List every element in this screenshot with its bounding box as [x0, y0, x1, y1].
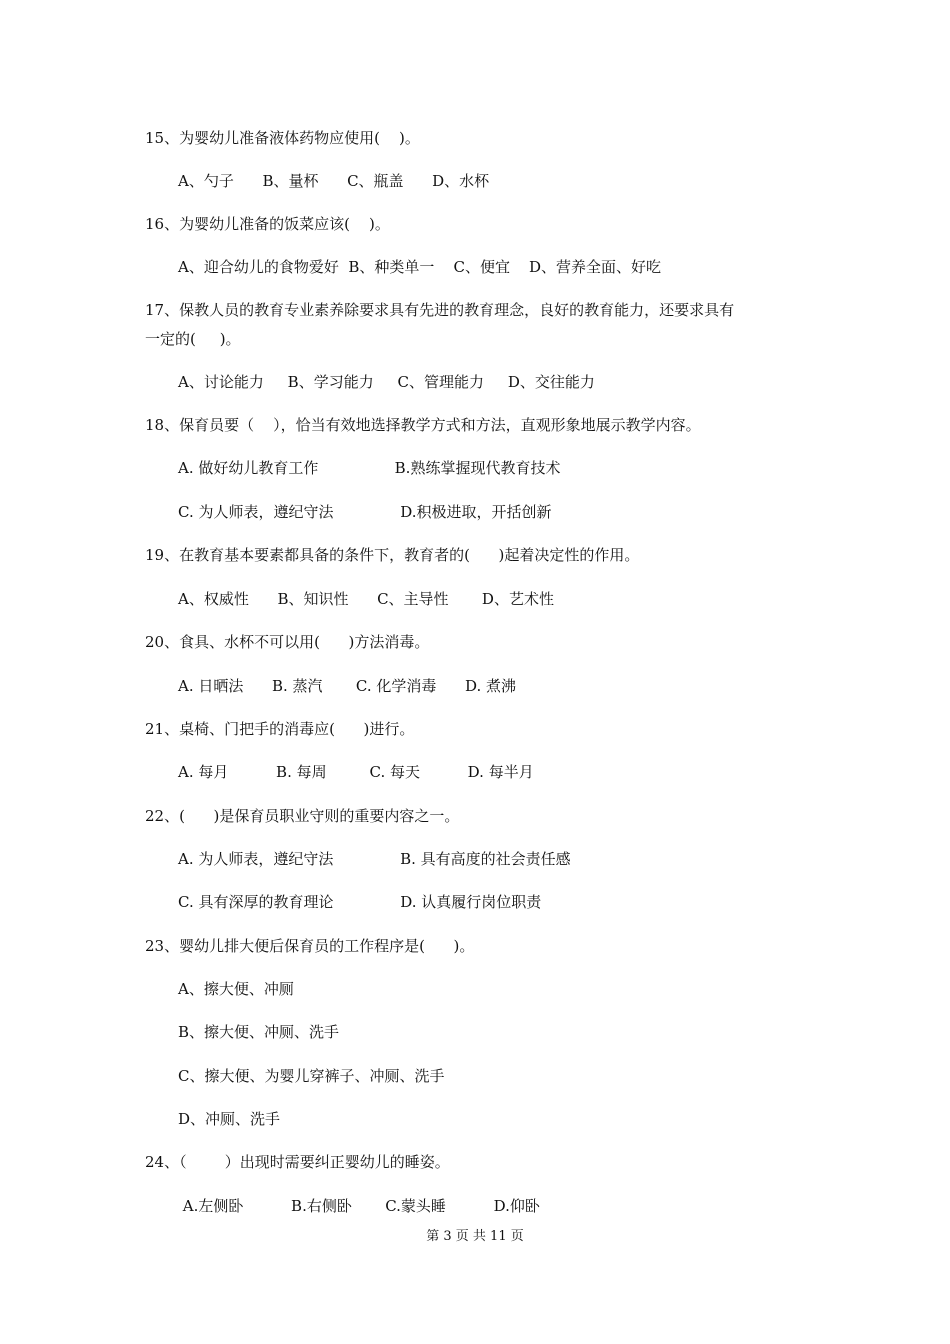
question-17-options: A、讨论能力 B、学习能力 C、管理能力 D、交往能力 [178, 373, 595, 391]
question-24-options: A.左侧卧 B.右侧卧 C.蒙头睡 D.仰卧 [178, 1197, 540, 1215]
question-23-option-c: C、擦大便、为婴儿穿裤子、冲厕、洗手 [178, 1067, 445, 1085]
question-16-stem: 16、为婴幼儿准备的饭菜应该( )。 [145, 215, 390, 233]
question-15-options: A、勺子 B、量杯 C、瓶盖 D、水杯 [178, 172, 490, 190]
question-23-option-a: A、擦大便、冲厕 [178, 980, 294, 998]
question-24-stem: 24、（ ）出现时需要纠正婴幼儿的睡姿。 [145, 1153, 450, 1171]
question-20-options: A. 日晒法 B. 蒸汽 C. 化学消毒 D. 煮沸 [178, 677, 517, 695]
question-22-options-line2: C. 具有深厚的教育理论 D. 认真履行岗位职责 [178, 893, 542, 911]
question-18-options-line2: C. 为人师表，遵纪守法 D.积极进取，开括创新 [178, 503, 552, 521]
question-17-stem-line2: 一定的( )。 [145, 330, 241, 348]
question-23-stem: 23、婴幼儿排大便后保育员的工作程序是( )。 [145, 937, 475, 955]
question-19-stem: 19、在教育基本要素都具备的条件下，教育者的( )起着决定性的作用。 [145, 546, 640, 564]
question-18-stem: 18、保育员要（ ），恰当有效地选择教学方式和方法，直观形象地展示教学内容。 [145, 416, 701, 434]
question-21-options: A. 每月 B. 每周 C. 每天 D. 每半月 [178, 763, 534, 781]
question-18-options-line1: A. 做好幼儿教育工作 B.熟练掌握现代教育技术 [178, 459, 561, 477]
question-21-stem: 21、桌椅、门把手的消毒应( )进行。 [145, 720, 415, 738]
question-17-stem-line1: 17、保教人员的教育专业素养除要求具有先进的教育理念，良好的教育能力，还要求具有 [145, 301, 735, 319]
question-20-stem: 20、食具、水杯不可以用( )方法消毒。 [145, 633, 430, 651]
question-16-options: A、迎合幼儿的食物爱好 B、种类单一 C、便宜 D、营养全面、好吃 [178, 258, 662, 276]
question-23-option-d: D、冲厕、洗手 [178, 1110, 281, 1128]
question-23-option-b: B、擦大便、冲厕、洗手 [178, 1023, 340, 1041]
page-footer: 第 3 页 共 11 页 [426, 1229, 524, 1244]
question-19-options: A、权威性 B、知识性 C、主导性 D、艺术性 [178, 590, 554, 608]
question-22-stem: 22、( )是保育员职业守则的重要内容之一。 [145, 807, 460, 825]
question-22-options-line1: A. 为人师表，遵纪守法 B. 具有高度的社会责任感 [178, 850, 571, 868]
question-15-stem: 15、为婴幼儿准备液体药物应使用( )。 [145, 129, 420, 147]
